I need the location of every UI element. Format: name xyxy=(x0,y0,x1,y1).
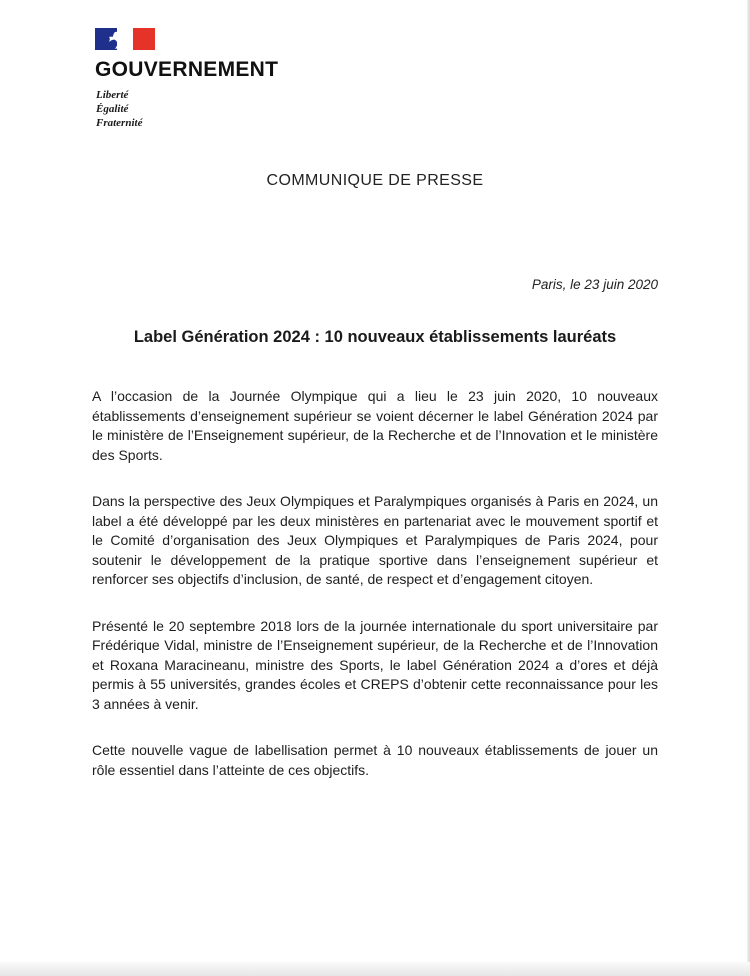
document-date: Paris, le 23 juin 2020 xyxy=(531,277,658,292)
press-release-title: Label Génération 2024 : 10 nouveaux établissements lauréats xyxy=(133,328,617,346)
republic-motto xyxy=(96,88,142,130)
marianne-flag-icon xyxy=(95,28,155,50)
motto-fraternite: Fraternité xyxy=(96,117,143,129)
organization-name: GOUVERNEMENT xyxy=(95,58,279,81)
paragraph: Dans la perspective des Jeux Olympiques et Paralympiques organisés à Paris en 2024, un label a été développé par les deux ministères en partenariat avec le mouvement sportif et le Comité d’organisation des Jeux Olympiques et Paralympiques de Paris 2024, pour soutenir le développement de la pratique sportive dans l’enseignement supérieur et renforcer ses objectifs d’inclusion, de santé, de respect et d’engagement citoyen. xyxy=(92,493,658,587)
motto-liberte: Liberté xyxy=(96,89,129,101)
page-bottom-shadow xyxy=(0,962,750,976)
paragraph: Cette nouvelle vague de labellisation permet à 10 nouveaux établissements de jouer un rôle essentiel dans l’atteinte de ces objectifs. xyxy=(92,742,658,778)
motto-egalite: Égalité xyxy=(96,103,129,115)
document-type: COMMUNIQUE DE PRESSE xyxy=(266,172,484,189)
press-release-body xyxy=(92,387,658,807)
paragraph: Présenté le 20 septembre 2018 lors de la journée internationale du sport universitaire par Frédérique Vidal, ministre de l’Enseignement supérieur, de la Recherche et de l’Innovation et Roxana Maracineanu, ministre des Sports, le label Génération 2024 a d’ores et déjà permis à 55 universités, grandes écoles et CREPS d’obtenir cette reconnaissance pour les 3 années à venir. xyxy=(92,617,658,712)
paragraph: A l’occasion de la Journée Olympique qui a lieu le 23 juin 2020, 10 nouveaux établissements d’enseignement supérieur se voient décerner le label Génération 2024 par le ministère de l’Enseignement supérieur, de la Recherche et de l’Innovation et le ministère des Sports. xyxy=(92,388,658,463)
